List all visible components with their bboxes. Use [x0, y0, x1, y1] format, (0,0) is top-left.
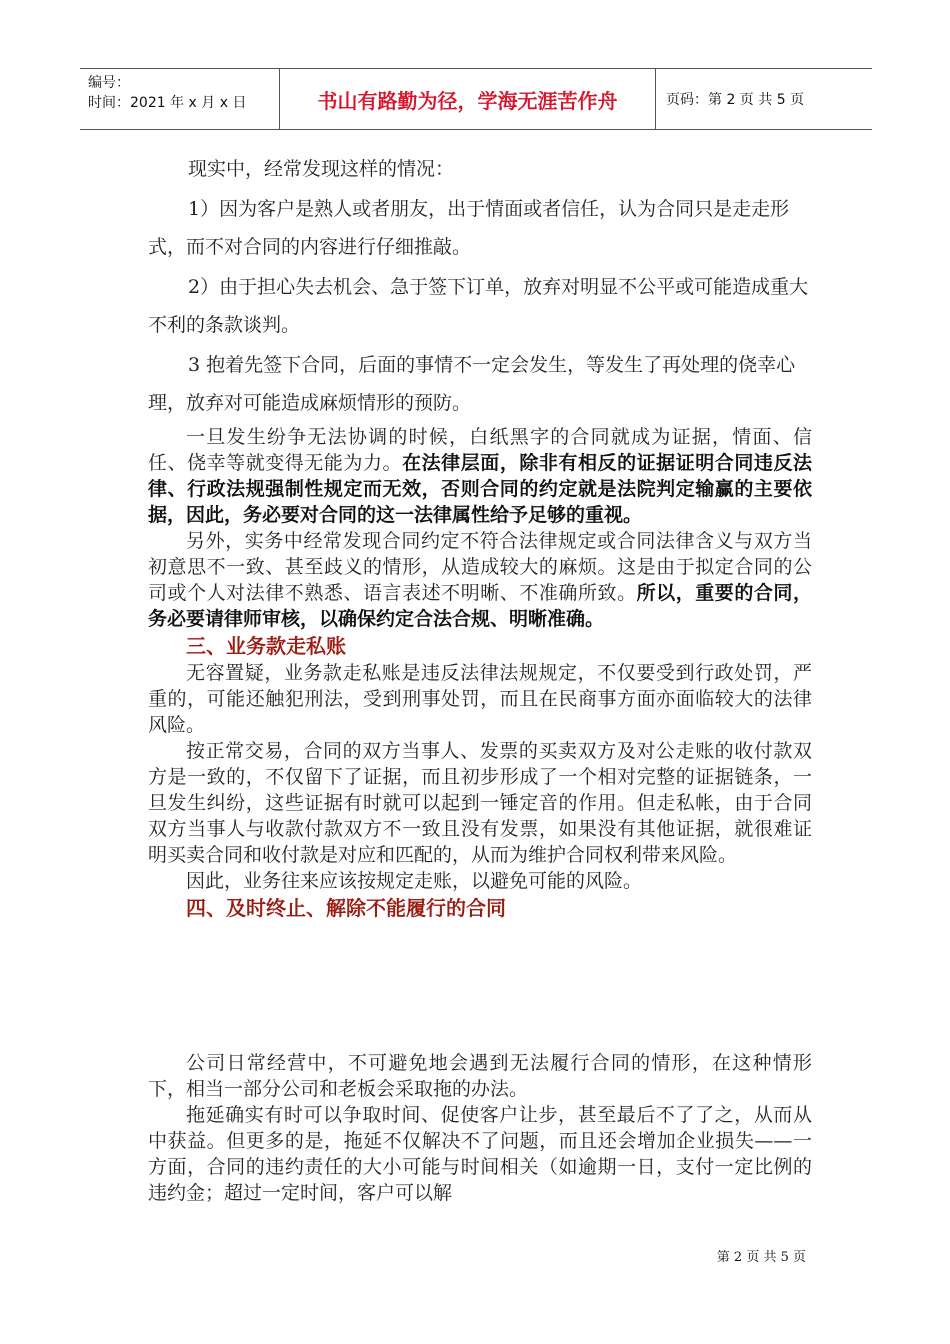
paragraph-evidence-emphasis: 在法律层面，除非有相反的证据证明合同违反法律、行政法规强制性规定而无效，否则合同的约定就是法院判定输赢的主要依据，因此，务必要对合同的这一法律属性给予足够的重视。 [148, 452, 812, 526]
list-item-3: 3 抱着先签下合同，后面的事情不一定会发生，等发生了再处理的侥幸心理，放弃对可能造成麻烦情形的预防。 [148, 354, 796, 414]
paragraph-delay: 拖延确实有时可以争取时间、促使客户让步，甚至最后不了了之，从而从中获益。但更多的是，拖延不仅解决不了问题，而且还会增加企业损失——一方面，合同的违约责任的大小可能与时间相关（如逾期一日，支付一定比例的违约金；超过一定时间，客户可以解 [148, 1104, 812, 1204]
page-footer: 第 2 页 共 5 页 [716, 1250, 806, 1265]
header-motto: 书山有路勤为径，学海无涯苦作舟 [280, 69, 656, 129]
document-number-label: 编号： [88, 75, 130, 91]
paragraph-evidence-text: 一旦发生纷争无法协调的时候，白纸黑字的合同就成为证据，情面、信任、侥幸等就变得无能为力。 [148, 426, 812, 474]
list-item-2: 2）由于担心失去机会、急于签下订单，放弃对明显不公平或可能造成重大不利的条款谈判。 [148, 276, 809, 336]
page-header [80, 68, 872, 130]
header-page-number: 页码：第 2 页 共 5 页 [666, 92, 805, 108]
document-body-continued [148, 1050, 812, 1206]
document-body [148, 150, 812, 922]
paragraph-review-emphasis: 所以，重要的合同，务必要请律师审核，以确保约定合法合规、明晰准确。 [148, 582, 812, 630]
intro-paragraph: 现实中，经常发现这样的情况： [188, 158, 455, 180]
paragraph-review-text: 另外，实务中经常发现合同约定不符合法律规定或合同法律含义与双方当初意思不一致、甚至歧义的情形，从造成较大的麻烦。这是由于拟定合同的公司或个人对法律不熟悉、语言表述不明晰、不准确所致。 [148, 530, 812, 604]
paragraph-daily-operation: 公司日常经营中，不可避免地会遇到无法履行合同的情形，在这种情形下，相当一部分公司和老板会采取拖的办法。 [148, 1052, 812, 1100]
paragraph-evidence [148, 424, 812, 528]
paragraph-conclusion: 因此，业务往来应该按规定走账，以避免可能的风险。 [186, 870, 643, 892]
section-heading-4: 四、及时终止、解除不能履行的合同 [186, 896, 506, 920]
header-meta [80, 69, 280, 129]
section-heading-3: 三、业务款走私账 [186, 634, 346, 658]
paragraph-review [148, 528, 812, 632]
paragraph-private-account: 无容置疑，业务款走私账是违反法律法规规定，不仅要受到行政处罚，严重的，可能还触犯刑法，受到刑事处罚，而且在民商事方面亦面临较大的法律风险。 [148, 662, 812, 736]
document-date-label: 时间：2021 年 x 月 x 日 [88, 95, 247, 111]
list-item-1: 1）因为客户是熟人或者朋友，出于情面或者信任，认为合同只是走走形式，而不对合同的内容进行仔细推敲。 [148, 198, 790, 258]
paragraph-normal-transaction: 按正常交易，合同的双方当事人、发票的买卖双方及对公走账的收付款双方是一致的，不仅留下了证据，而且初步形成了一个相对完整的证据链条，一旦发生纠纷，这些证据有时就可以起到一锤定音的作用。但走私帐，由于合同双方当事人与收款付款双方不一致且没有发票，如果没有其他证据，就很难证明买卖合同和收付款是对应和匹配的，从而为维护合同权利带来风险。 [148, 740, 812, 866]
